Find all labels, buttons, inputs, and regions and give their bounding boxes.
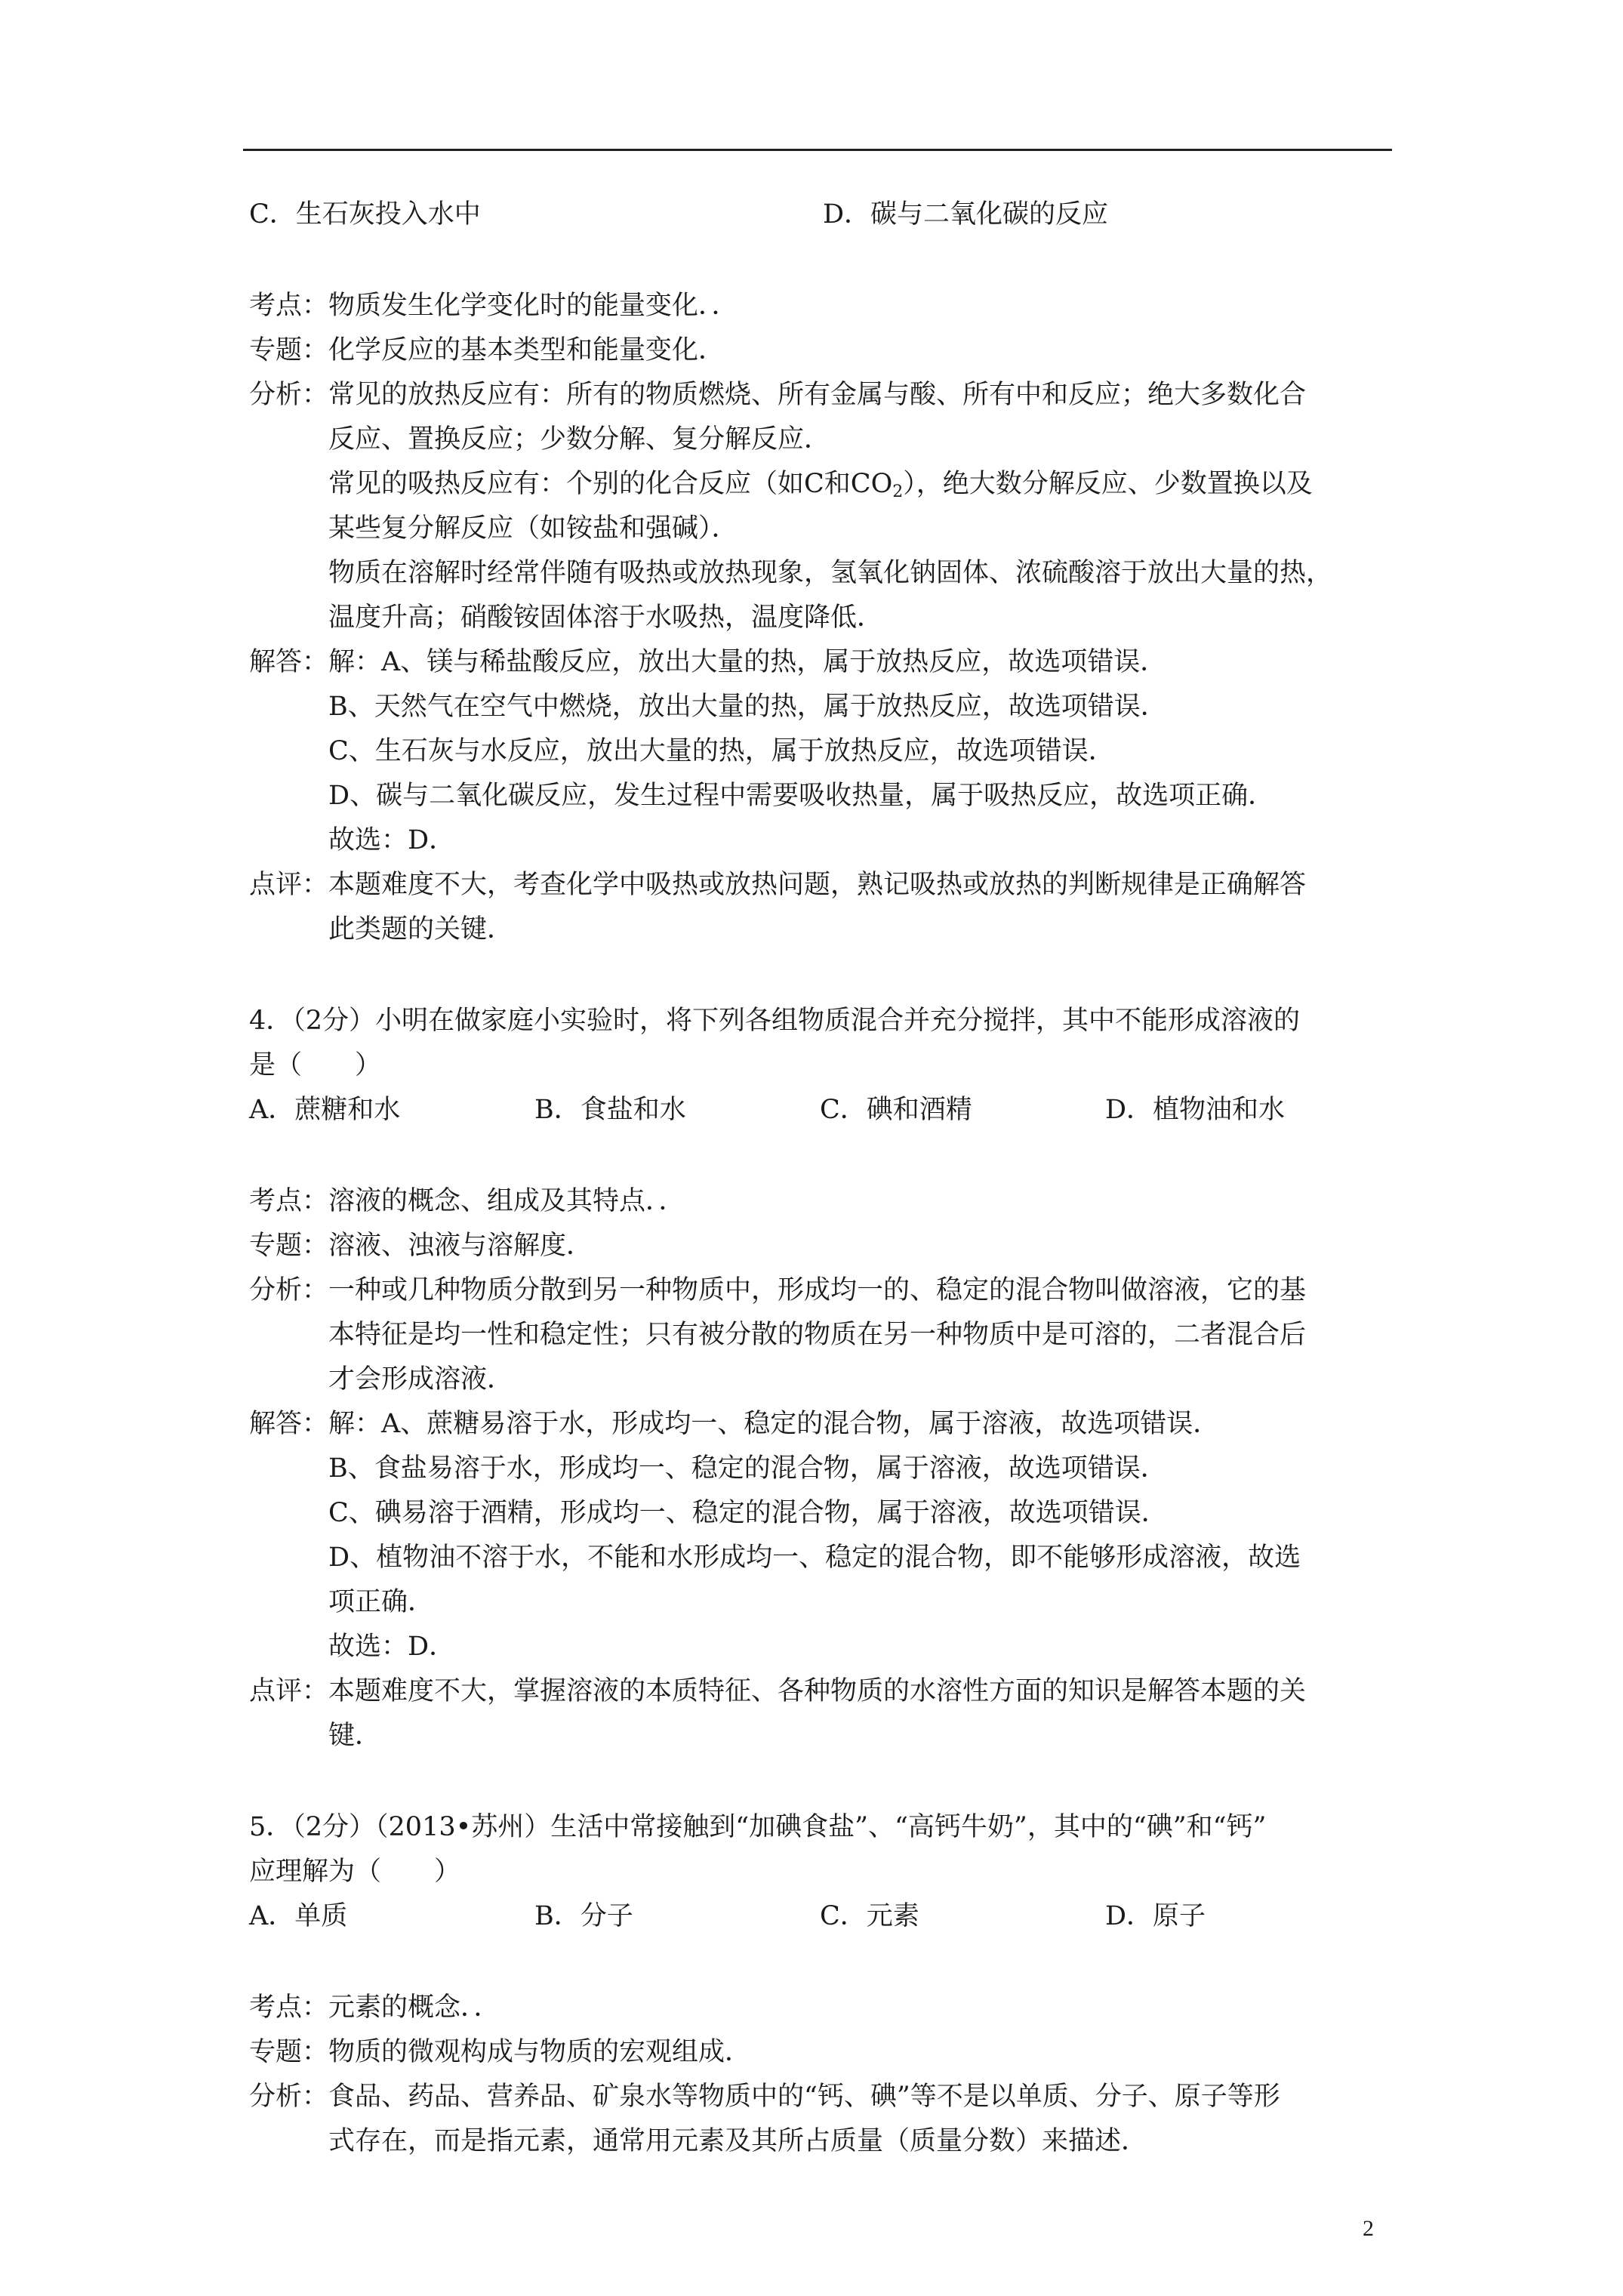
dianping-line: 此类题的关键． [328, 914, 514, 945]
jieda-body [328, 640, 1404, 863]
kaodian-label: 考点： [249, 1186, 329, 1216]
option-a: A．单质 [249, 1901, 348, 1931]
jieda-line: 故选：D． [328, 825, 456, 855]
subscript: 2 [892, 482, 904, 501]
dianping-body [328, 1669, 1404, 1758]
jieda-line: B、天然气在空气中燃烧，放出大量的热，属于放热反应，故选项错误． [328, 692, 1167, 722]
jieda-line: D、碳与二氧化碳反应，发生过程中需要吸收热量，属于吸热反应，故选项正确． [328, 781, 1275, 811]
jieda-label: 解答： [249, 1409, 329, 1439]
jieda-line: C、生石灰与水反应，放出大量的热，属于放热反应，故选项错误． [328, 736, 1115, 766]
fenxi-label: 分析： [249, 2082, 329, 2112]
jieda-line: D、植物油不溶于水，不能和水形成均一、稳定的混合物，即不能够形成溶液，故选 [328, 1542, 1301, 1573]
jieda-line: 故选：D． [328, 1632, 456, 1662]
kaodian-text: 物质发生化学变化时的能量变化．． [328, 291, 738, 321]
fenxi-line: 本特征是均一性和稳定性；只有被分散的物质在另一种物质中是可溶的，二者混合后 [328, 1320, 1307, 1350]
dianping-line: 键． [328, 1721, 382, 1751]
option-c: C．元素 [820, 1901, 919, 1931]
kaodian-label: 考点： [249, 291, 329, 321]
option-d: D．植物油和水 [1105, 1095, 1286, 1125]
zhuanti-label: 专题： [249, 335, 329, 365]
option-b: B．分子 [534, 1901, 633, 1931]
fenxi-line: 反应、置换反应；少数分解、复分解反应． [328, 424, 831, 455]
question-line: 应理解为（ ） [249, 1857, 461, 1887]
zhuanti-text: 物质的微观构成与物质的宏观组成． [328, 2037, 752, 2067]
page-content [249, 193, 1404, 2164]
q5-zhuanti [249, 2030, 1404, 2075]
option-c: C．碘和酒精 [820, 1095, 972, 1125]
dianping-line: 本题难度不大，掌握溶液的本质特征、各种物质的水溶性方面的知识是解答本题的关 [328, 1676, 1307, 1706]
dianping-body [328, 863, 1404, 952]
fenxi-line: 常见的放热反应有：所有的物质燃烧、所有金属与酸、所有中和反应；绝大多数化合 [328, 380, 1307, 410]
kaodian-text: 元素的概念．． [328, 1992, 500, 2023]
fenxi-line [328, 462, 1404, 507]
q5-options [249, 1894, 1404, 1939]
q4-options [249, 1088, 1404, 1133]
option-a: A．蔗糖和水 [249, 1095, 401, 1125]
fenxi-line: 某些复分解反应（如铵盐和强碱）． [328, 513, 738, 544]
jieda-line: B、食盐易溶于水，形成均一、稳定的混合物，属于溶液，故选项错误． [328, 1453, 1167, 1484]
option-d: D．碳与二氧化碳的反应 [823, 199, 1109, 230]
zhuanti-label: 专题： [249, 2037, 329, 2067]
jieda-label: 解答： [249, 647, 329, 677]
fenxi-body [328, 373, 1404, 640]
zhuanti-text: 溶液、浊液与溶解度． [328, 1231, 593, 1261]
fenxi-line: 物质在溶解时经常伴随有吸热或放热现象，氢氧化钠固体、浓硫酸溶于放出大量的热， [328, 558, 1333, 588]
q4-fenxi [249, 1268, 1404, 1402]
jieda-body [328, 1402, 1404, 1669]
q4-kaodian [249, 1179, 1404, 1224]
question-4 [249, 999, 1404, 1088]
jieda-line: 解：A、镁与稀盐酸反应，放出大量的热，属于放热反应，故选项错误． [328, 647, 1167, 677]
fenxi-label: 分析： [249, 380, 329, 410]
fenxi-line: 温度升高；硝酸铵固体溶于水吸热，温度降低． [328, 603, 884, 633]
fenxi-body [328, 2075, 1404, 2164]
fenxi-label: 分析： [249, 1275, 329, 1305]
option-d: D．原子 [1105, 1901, 1206, 1931]
option-b: B．食盐和水 [534, 1095, 686, 1125]
q3-fenxi [249, 373, 1404, 640]
fenxi-body [328, 1268, 1404, 1402]
page-number: 2 [1363, 2216, 1374, 2241]
q3-kaodian [249, 284, 1404, 328]
question-line: 是（ ） [249, 1050, 382, 1080]
question-5 [249, 1805, 1404, 1894]
fenxi-text: 常见的吸热反应有：个别的化合反应（如C和CO [328, 469, 893, 499]
q5-fenxi [249, 2075, 1404, 2164]
fenxi-line: 食品、药品、营养品、矿泉水等物质中的“钙、碘”等不是以单质、分子、原子等形 [328, 2082, 1280, 2112]
q3-zhuanti [249, 328, 1404, 373]
fenxi-text: ），绝大数分解反应、少数置换以及 [903, 469, 1313, 499]
q4-dianping [249, 1669, 1404, 1758]
jieda-line: 项正确． [328, 1587, 435, 1617]
q3-dianping [249, 863, 1404, 952]
option-c: C．生石灰投入水中 [249, 199, 481, 230]
kaodian-text: 溶液的概念、组成及其特点．． [328, 1186, 685, 1216]
dianping-label: 点评： [249, 870, 329, 900]
fenxi-line: 才会形成溶液． [328, 1364, 514, 1395]
fenxi-line: 式存在，而是指元素，通常用元素及其所占质量（质量分数）来描述． [328, 2126, 1148, 2156]
header-rule [243, 149, 1392, 151]
kaodian-label: 考点： [249, 1992, 329, 2023]
question-line: 5．（2分）（2013•苏州）生活中常接触到“加碘食盐”、“高钙牛奶”，其中的“碘”和“钙” [249, 1812, 1267, 1842]
q3-jieda [249, 640, 1404, 863]
jieda-line: C、碘易溶于酒精，形成均一、稳定的混合物，属于溶液，故选项错误． [328, 1498, 1168, 1528]
q4-zhuanti [249, 1224, 1404, 1268]
zhuanti-text: 化学反应的基本类型和能量变化． [328, 335, 725, 365]
question-line: 4．（2分）小明在做家庭小实验时，将下列各组物质混合并充分搅拌，其中不能形成溶液的 [249, 1006, 1301, 1036]
zhuanti-label: 专题： [249, 1231, 329, 1261]
dianping-label: 点评： [249, 1676, 329, 1706]
dianping-line: 本题难度不大，考查化学中吸热或放热问题，熟记吸热或放热的判断规律是正确解答 [328, 870, 1307, 900]
q5-kaodian [249, 1986, 1404, 2030]
jieda-line: 解：A、蔗糖易溶于水，形成均一、稳定的混合物，属于溶液，故选项错误． [328, 1409, 1220, 1439]
fenxi-line: 一种或几种物质分散到另一种物质中，形成均一的、稳定的混合物叫做溶液，它的基 [328, 1275, 1307, 1305]
q3-options-cd [249, 193, 1404, 237]
q4-jieda [249, 1402, 1404, 1669]
